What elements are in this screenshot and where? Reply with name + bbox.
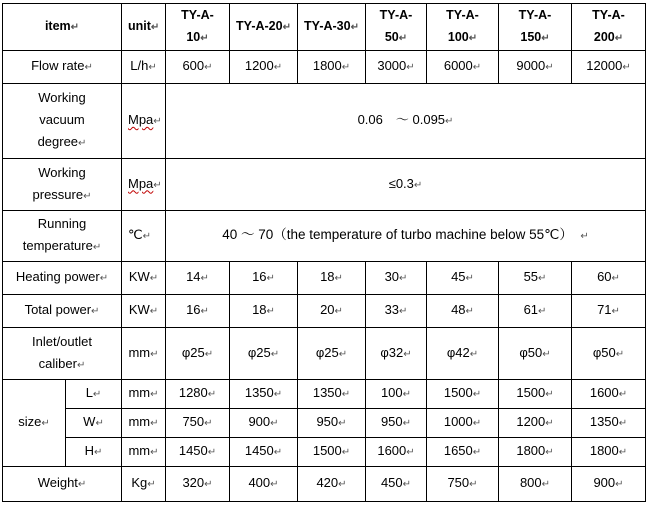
unit-cell: mm↵ [122,328,166,380]
value-cell: 1800↵ [572,438,646,467]
row-label: Running temperature↵ [3,211,122,262]
value-cell: 1450↵ [166,438,230,467]
value-cell: 18↵ [230,295,298,328]
value-cell: 16↵ [230,262,298,295]
value-cell: φ25↵ [230,328,298,380]
model-header: TY-A-30↵ [298,4,366,51]
value-cell: 1500↵ [298,438,366,467]
value-cell: 71↵ [572,295,646,328]
value-cell: 400↵ [230,467,298,502]
dimension-label: H↵ [66,438,122,467]
value-cell: 48↵ [427,295,499,328]
value-cell: 1350↵ [230,380,298,409]
value-cell: 1350↵ [572,409,646,438]
value-cell: 900↵ [230,409,298,438]
value-cell: 420↵ [298,467,366,502]
value-cell: 750↵ [166,409,230,438]
value-cell: 60↵ [572,262,646,295]
value-cell: 1600↵ [366,438,427,467]
value-cell: 61↵ [499,295,572,328]
value-cell: 1500↵ [427,380,499,409]
value-cell: φ32↵ [366,328,427,380]
size-row-l [3,380,646,409]
merged-value-cell: ≤0.3↵ [166,159,646,211]
value-cell: 1280↵ [166,380,230,409]
size-row-w [3,409,646,438]
value-cell: 100↵ [366,380,427,409]
value-cell: 20↵ [298,295,366,328]
unit-cell: ℃↵ [122,211,166,262]
value-cell: 33↵ [366,295,427,328]
value-cell: 1000↵ [427,409,499,438]
value-cell: 6000↵ [427,51,499,84]
total-power-row [3,295,646,328]
value-cell: 900↵ [572,467,646,502]
size-row-h [3,438,646,467]
row-label: Heating power↵ [3,262,122,295]
value-cell: 1650↵ [427,438,499,467]
flow-rate-row [3,51,646,84]
value-cell: φ25↵ [298,328,366,380]
inlet-outlet-row [3,328,646,380]
model-header: TY-A-100↵ [427,4,499,51]
unit-cell: KW↵ [122,262,166,295]
value-cell: 320↵ [166,467,230,502]
merged-value-cell: 40 ～ 70（the temperature of turbo machine below 55℃） ↵ [166,211,646,262]
dimension-label: W↵ [66,409,122,438]
unit-cell: Kg↵ [122,467,166,502]
model-header: TY-A-10↵ [166,4,230,51]
unit-cell: Mpa↵ [122,84,166,159]
spec-table [2,3,646,502]
value-cell: 750↵ [427,467,499,502]
value-cell: 45↵ [427,262,499,295]
value-cell: 600↵ [166,51,230,84]
model-header: TY-A-20↵ [230,4,298,51]
value-cell: φ50↵ [572,328,646,380]
weight-row [3,467,646,502]
header-item: item↵ [3,4,122,51]
row-label: Working pressure↵ [3,159,122,211]
value-cell: 3000↵ [366,51,427,84]
dimension-label: L↵ [66,380,122,409]
value-cell: 450↵ [366,467,427,502]
row-label: Flow rate↵ [3,51,122,84]
running-temperature-row [3,211,646,262]
model-header: TY-A-50↵ [366,4,427,51]
unit-cell: mm↵ [122,409,166,438]
row-label: Inlet/outlet caliber↵ [3,328,122,380]
header-unit: unit↵ [122,4,166,51]
value-cell: 1800↵ [499,438,572,467]
working-vacuum-row [3,84,646,159]
model-header: TY-A-200↵ [572,4,646,51]
value-cell: φ42↵ [427,328,499,380]
value-cell: 55↵ [499,262,572,295]
unit-cell: Mpa↵ [122,159,166,211]
unit-cell: KW↵ [122,295,166,328]
value-cell: 950↵ [366,409,427,438]
value-cell: 14↵ [166,262,230,295]
size-label: size↵ [3,380,66,467]
value-cell: 1450↵ [230,438,298,467]
value-cell: 950↵ [298,409,366,438]
value-cell: 1200↵ [499,409,572,438]
value-cell: φ50↵ [499,328,572,380]
value-cell: φ25↵ [166,328,230,380]
model-header: TY-A-150↵ [499,4,572,51]
value-cell: 9000↵ [499,51,572,84]
value-cell: 1500↵ [499,380,572,409]
value-cell: 18↵ [298,262,366,295]
value-cell: 1200↵ [230,51,298,84]
header-row [3,4,646,51]
value-cell: 1800↵ [298,51,366,84]
heating-power-row [3,262,646,295]
value-cell: 16↵ [166,295,230,328]
unit-cell: mm↵ [122,380,166,409]
row-label: Weight↵ [3,467,122,502]
unit-cell: L/h↵ [122,51,166,84]
value-cell: 1350↵ [298,380,366,409]
working-pressure-row [3,159,646,211]
value-cell: 12000↵ [572,51,646,84]
unit-cell: mm↵ [122,438,166,467]
value-cell: 1600↵ [572,380,646,409]
merged-value-cell: 0.06 ～ 0.095↵ [166,84,646,159]
row-label: Total power↵ [3,295,122,328]
value-cell: 30↵ [366,262,427,295]
row-label: Working vacuum degree↵ [3,84,122,159]
value-cell: 800↵ [499,467,572,502]
